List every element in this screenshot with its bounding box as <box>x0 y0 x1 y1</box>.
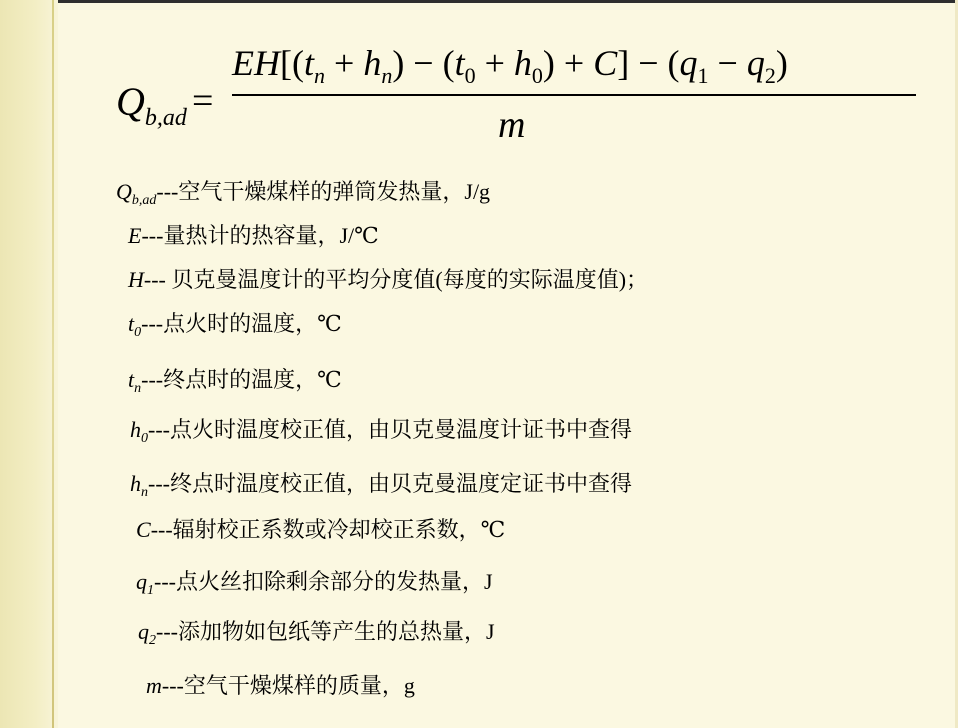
fraction-bar <box>232 94 916 96</box>
definition-h: H--- 贝克曼温度计的平均分度值(每度的实际温度值)； <box>128 267 649 292</box>
top-border <box>0 0 958 3</box>
definition-q2: $q_2---$添加物如包纸等产生的总热量，J <box>138 619 495 648</box>
left-decorative-line <box>52 0 54 728</box>
definition-hn: $h_n---$终点时温度校正值，由贝克曼温度定证书中查得 <box>130 471 632 500</box>
definition-h0: $h_0---$点火时温度校正值，由贝克曼温度计证书中查得 <box>130 417 632 446</box>
formula-denominator: m <box>498 104 526 146</box>
definition-q-bad: $Q_{b,ad}---$空气干燥煤样的弹筒发热量，J/g <box>116 179 491 208</box>
definition-e: E---量热计的热容量，J/℃ <box>128 223 379 248</box>
definition-t0: $t_0---$点火时的温度，℃ <box>128 311 342 340</box>
definition-q1: $q_1---$点火丝扣除剩余部分的发热量，J <box>136 569 493 598</box>
formula-numerator: $EH[(t_n + h_n) - (t_0 + h_0) + C] - (q_1 - q_2)$ <box>232 43 788 88</box>
left-decorative-bar <box>0 0 58 728</box>
definition-tn: $t_n---$终点时的温度，℃ <box>128 367 342 396</box>
formula-lhs: $Q_{b,ad}$ <box>116 79 187 131</box>
equals-sign: = <box>192 80 214 122</box>
definition-m: m---空气干燥煤样的质量，g <box>146 673 415 698</box>
definition-c: C---辐射校正系数或冷却校正系数，℃ <box>136 517 506 542</box>
